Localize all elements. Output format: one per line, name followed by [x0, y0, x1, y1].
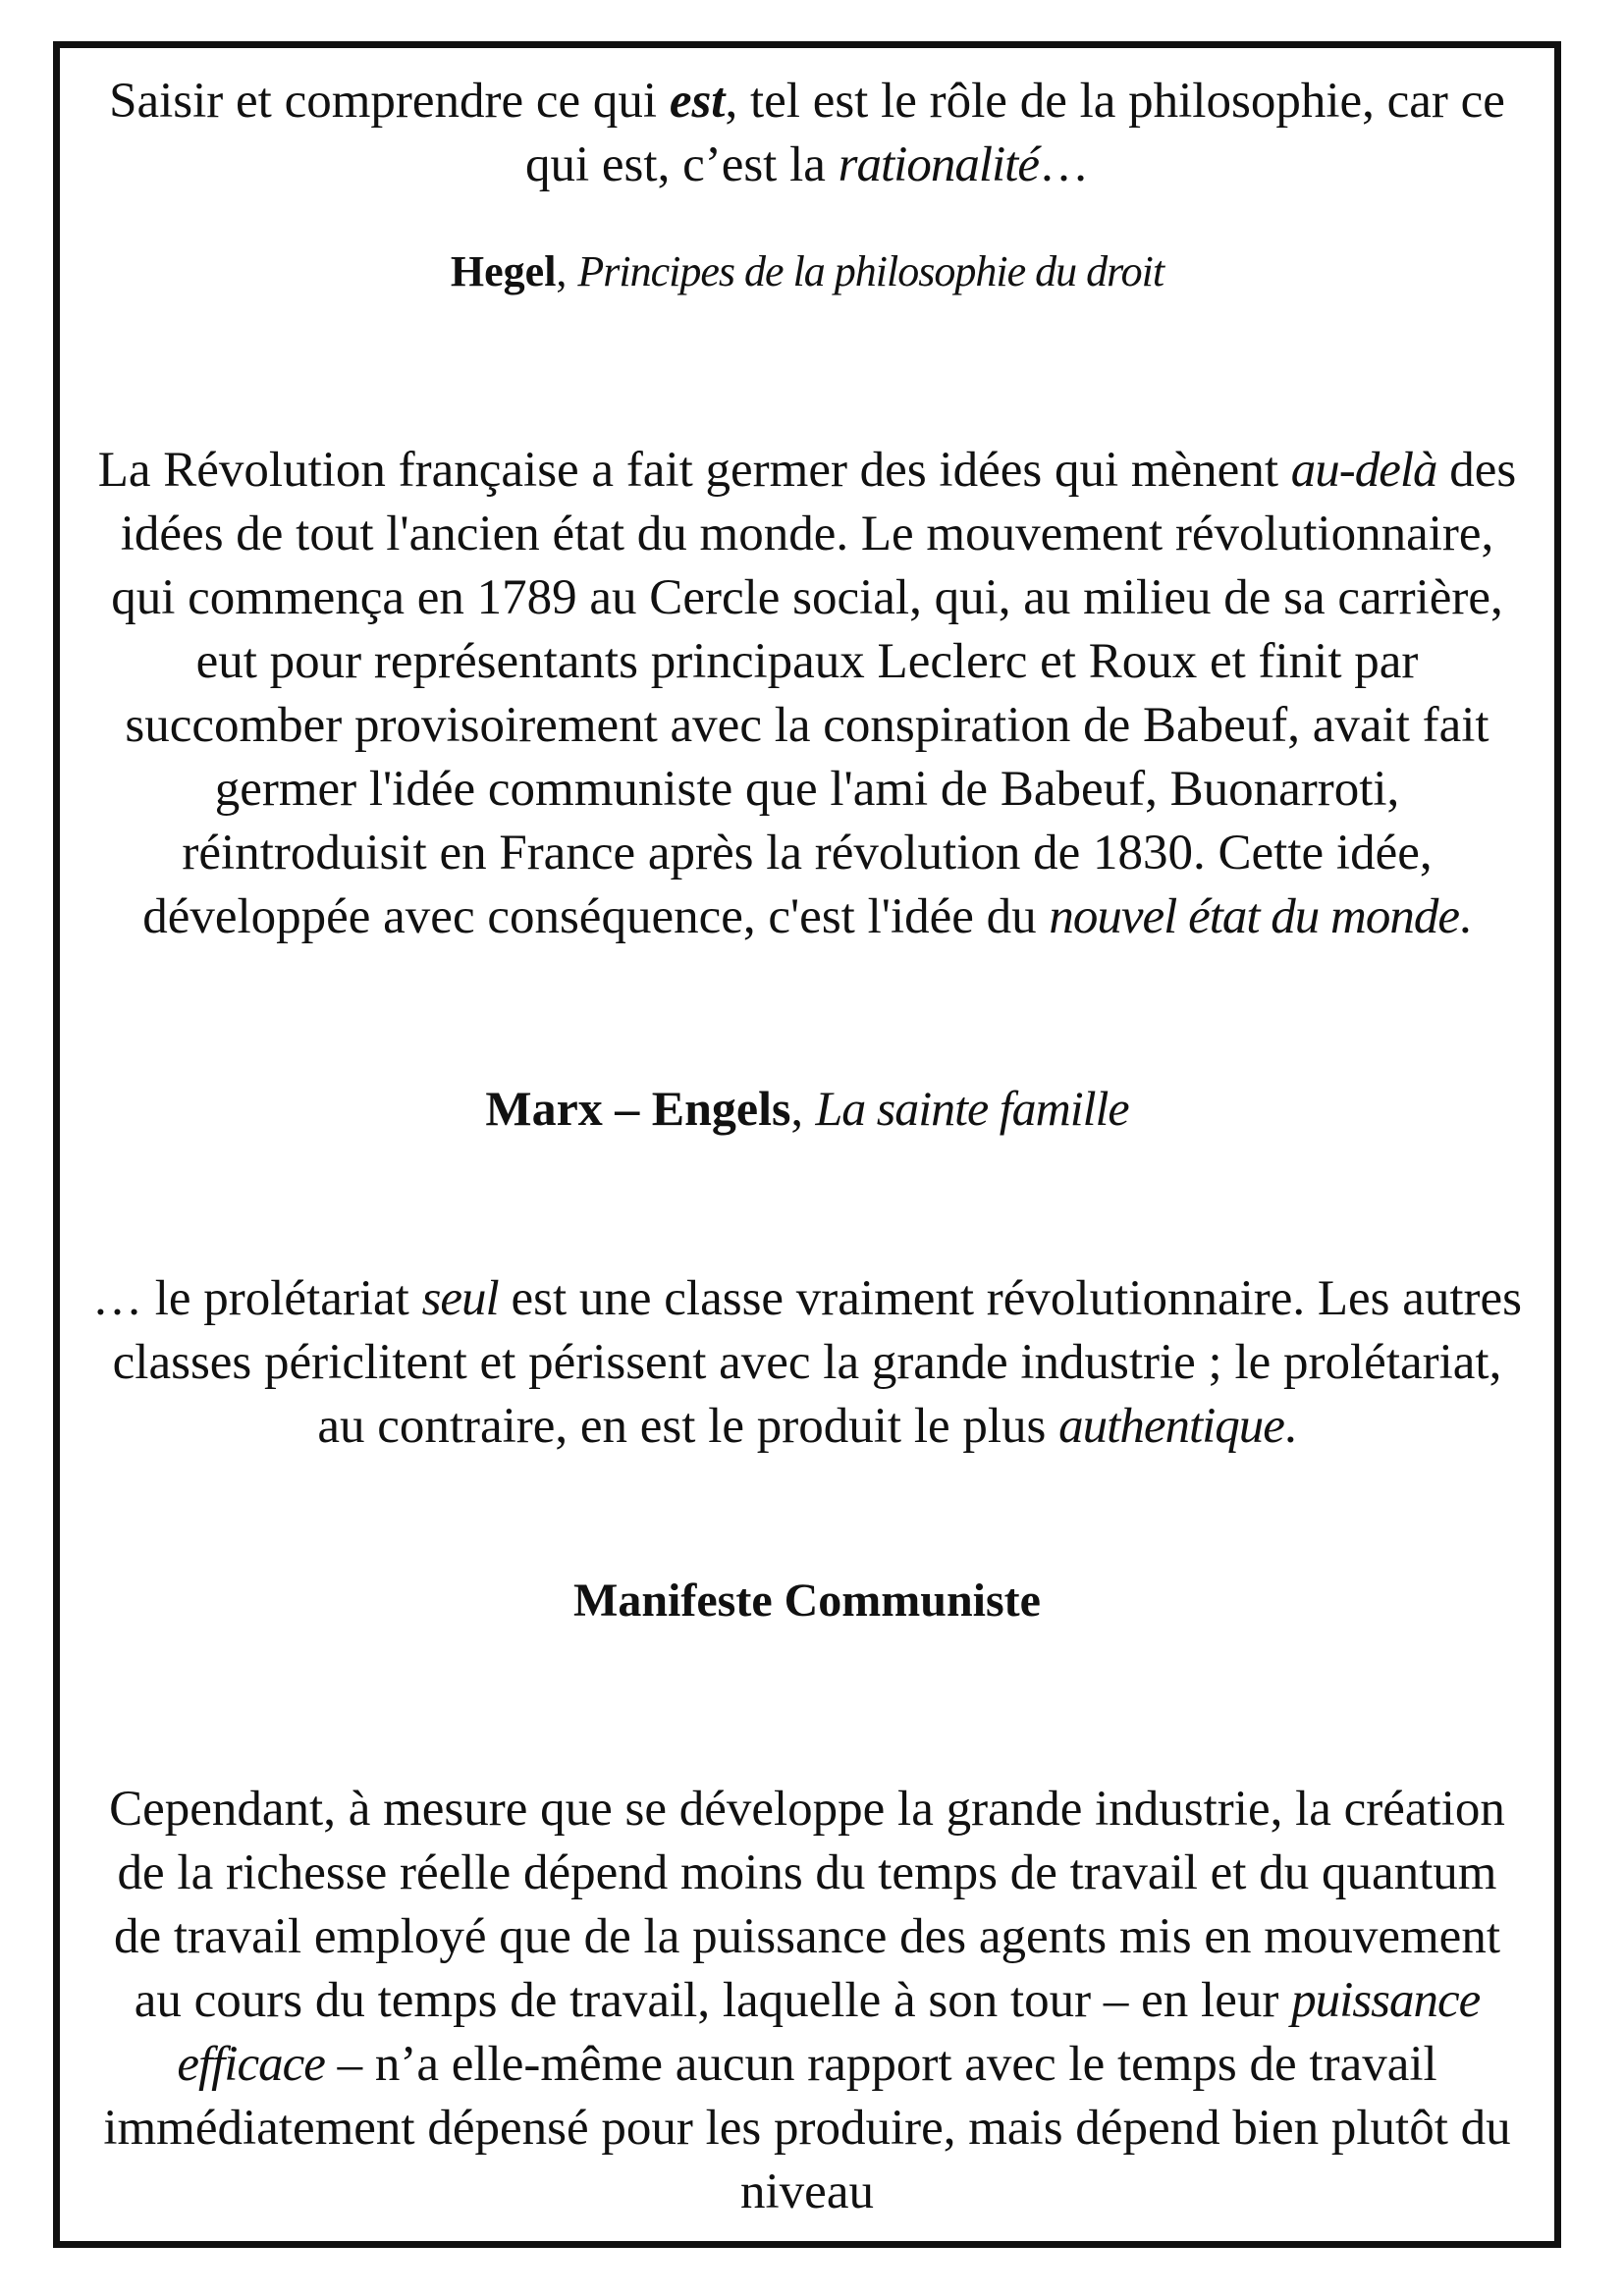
emphasis-text: puissance efficace: [177, 1973, 1481, 2092]
author-name: Manifeste Communiste: [573, 1575, 1041, 1627]
work-title: La sainte famille: [815, 1081, 1129, 1136]
attribution-hegel: [89, 242, 1525, 301]
work-title: Principes de la philosophie du droit: [577, 247, 1164, 295]
quote-text: Saisir et comprendre ce qui: [109, 74, 670, 129]
page-border-frame: [53, 41, 1561, 2248]
emphasis-text: nouvel état du monde: [1049, 889, 1460, 944]
emphasis-text: est: [669, 74, 726, 129]
quote-text: .: [1283, 1399, 1297, 1454]
quote-text: , tel est le rôle de la philosophie, car ce qui est, c’est la: [525, 74, 1505, 192]
quote-text: …: [1039, 137, 1089, 192]
quote-text: des idées de tout l'ancien état du monde. Le mouvement révolutionnaire, qui commença en 1789 au Cercle social, qui, au milieu de sa carrière, eut pour représentants principaux Leclerc et Roux et finit par succomber provisoirement avec la conspiration de Babeuf, avait fait germer l'idée communiste que l'ami de Babeuf, Buonarroti, réintroduisit en France après la révolution de 1830. Cette idée, développée avec conséquence, c'est l'idée du: [111, 443, 1517, 944]
quote-text: – n’a elle-même aucun rapport avec le temps de travail immédiatement dépensé pour les produire, mais dépend bien plutôt du niveau: [103, 2037, 1511, 2219]
quote-marx-engels: [89, 439, 1525, 949]
author-name: Marx – Engels: [485, 1081, 791, 1136]
attribution-separator: ,: [790, 1081, 816, 1136]
quote-grundrisse: [89, 1778, 1525, 2224]
emphasis-text: authentique: [1058, 1399, 1284, 1454]
quote-hegel: [89, 70, 1525, 197]
quote-text: … le prolétariat: [91, 1271, 422, 1326]
quote-manifeste: [89, 1267, 1525, 1459]
emphasis-text: rationalité: [838, 137, 1039, 192]
attribution-marx-engels: [89, 1079, 1525, 1138]
emphasis-text: au-delà: [1290, 443, 1437, 498]
quote-text: est une classe vraiment révolutionnaire. Les autres classes périclitent et périssent avec la grande industrie ; le prolétariat, au contraire, en est le produit le plus: [112, 1271, 1523, 1454]
attribution-manifeste: [89, 1572, 1525, 1630]
quote-text: .: [1459, 889, 1472, 944]
emphasis-text: seul: [421, 1271, 499, 1326]
quote-text: La Révolution française a fait germer des idées qui mènent: [97, 443, 1291, 498]
author-name: Hegel: [450, 247, 557, 295]
quote-text: Cependant, à mesure que se développe la grande industrie, la création de la richesse réelle dépend moins du temps de travail et du quantum de travail employé que de la puissance des agents mis en mouvement au cours du temps de travail, laquelle à son tour – en leur: [109, 1782, 1505, 2028]
attribution-separator: ,: [556, 247, 578, 295]
